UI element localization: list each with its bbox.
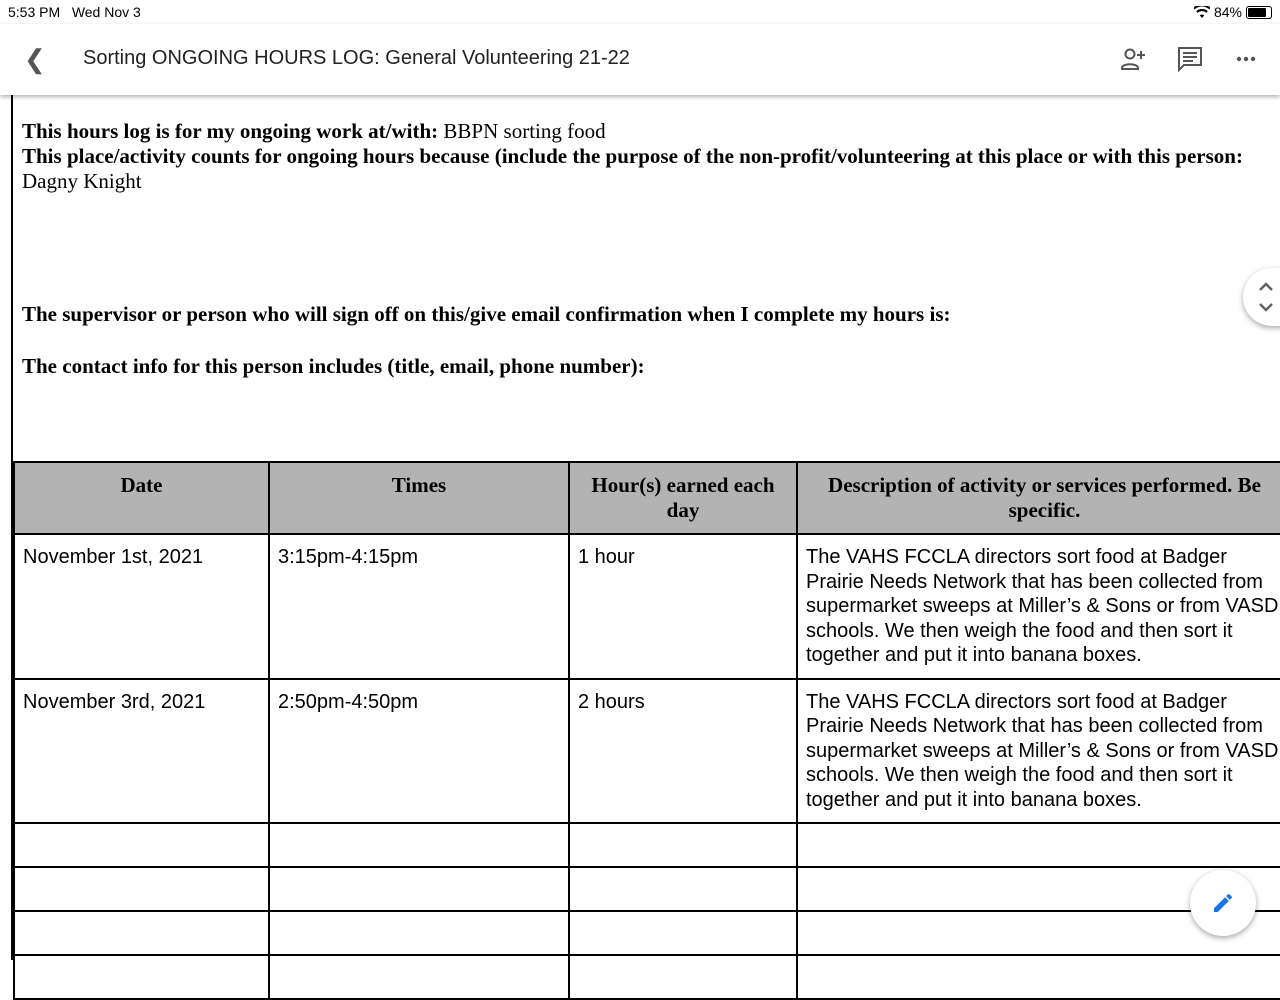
battery-percent: 84% bbox=[1213, 4, 1242, 20]
pencil-icon bbox=[1211, 891, 1235, 915]
chevron-up-down-icon bbox=[1257, 280, 1275, 314]
empty-table-row bbox=[14, 955, 1280, 999]
status-time: 5:53 PM bbox=[8, 4, 61, 20]
header-date: Date bbox=[14, 462, 269, 534]
table-row bbox=[14, 679, 1280, 824]
document-title: Sorting ONGOING HOURS LOG: General Volunteering 21-22 bbox=[83, 47, 630, 69]
cell-times[interactable]: 2:50pm-4:50pm bbox=[269, 679, 569, 824]
battery-icon bbox=[1246, 6, 1272, 19]
wifi-icon bbox=[1194, 6, 1210, 18]
status-date: Wed Nov 3 bbox=[71, 4, 141, 20]
paragraph-contact-info: The contact info for this person includes (title, email, phone number): bbox=[22, 354, 645, 378]
cell-times[interactable]: 3:15pm-4:15pm bbox=[269, 534, 569, 679]
cell-description[interactable]: The VAHS FCCLA directors sort food at Badger Prairie Needs Network that has been collected from supermarket sweeps at Miller’s & Sons or from VASD schools. We then weigh the food and then sort it together and put it into banana boxes. bbox=[797, 679, 1280, 824]
back-button[interactable]: ❮ bbox=[24, 44, 46, 74]
paragraph-work-at: This hours log is for my ongoing work at/with: BBPN sorting food This place/activity counts for ongoing hours because (include the purpose of the non-profit/volunteering at this place or with this person: Dagny Knight bbox=[22, 119, 1243, 193]
header-times: Times bbox=[269, 462, 569, 534]
status-bar bbox=[0, 0, 1280, 24]
header-hours: Hour(s) earned each day bbox=[569, 462, 797, 534]
header-description: Description of activity or services performed. Be specific. bbox=[797, 462, 1280, 534]
hours-log-table bbox=[13, 461, 1280, 1000]
cell-date[interactable]: November 3rd, 2021 bbox=[14, 679, 269, 824]
empty-table-row bbox=[14, 911, 1280, 955]
cell-hours[interactable]: 2 hours bbox=[569, 679, 797, 824]
table-row bbox=[14, 534, 1280, 679]
edit-fab-button[interactable] bbox=[1190, 870, 1256, 936]
cell-date[interactable]: November 1st, 2021 bbox=[14, 534, 269, 679]
comments-icon[interactable] bbox=[1175, 44, 1205, 74]
cell-hours[interactable]: 1 hour bbox=[569, 534, 797, 679]
empty-table-row bbox=[14, 823, 1280, 867]
table-header-row bbox=[14, 462, 1280, 534]
document-body[interactable] bbox=[11, 95, 1280, 960]
paragraph-supervisor: The supervisor or person who will sign off on this/give email confirmation when I complete my hours is: bbox=[22, 302, 951, 326]
more-options-icon[interactable] bbox=[1232, 44, 1262, 74]
doc-toolbar bbox=[0, 24, 1280, 95]
empty-table-row bbox=[14, 867, 1280, 911]
cell-description[interactable]: The VAHS FCCLA directors sort food at Badger Prairie Needs Network that has been collected from supermarket sweeps at Miller’s & Sons or from VASD schools. We then weigh the food and then sort it together and put it into banana boxes. bbox=[797, 534, 1280, 679]
share-add-person-icon[interactable] bbox=[1118, 44, 1148, 74]
